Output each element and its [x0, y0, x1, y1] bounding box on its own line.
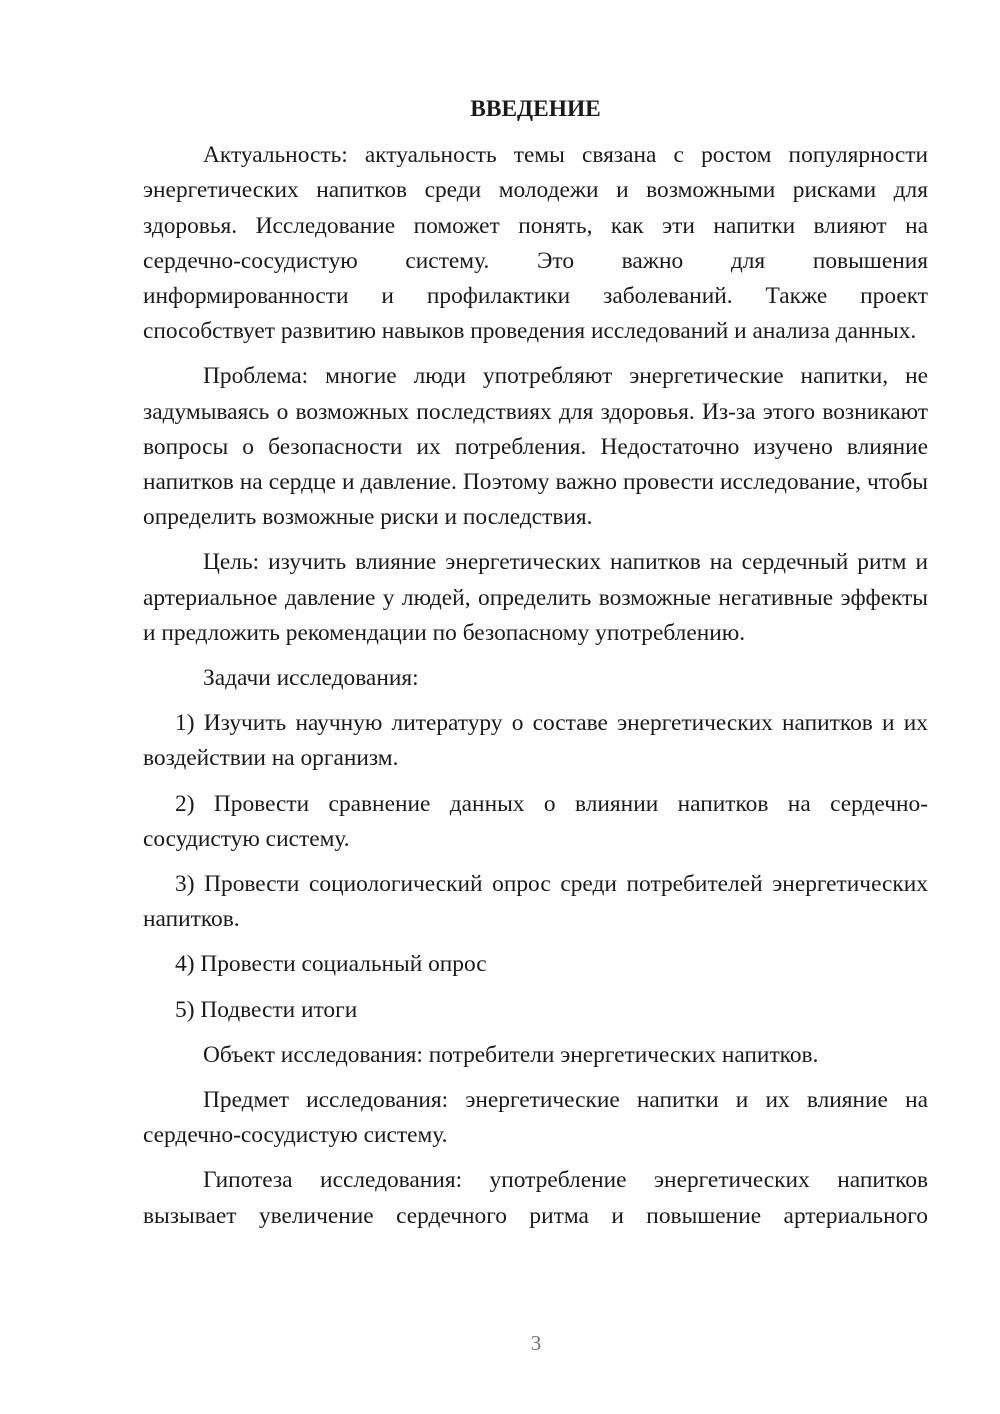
page-number: 3 [530, 1331, 542, 1355]
paragraph-subject: Предмет исследования: энергетические напитки и их влияние на сердечно-сосудистую систему. [143, 1087, 928, 1149]
task-item-5: 5) Подвести итоги [175, 996, 358, 1023]
paragraph-goal: Цель: изучить влияние энергетических напитков на сердечный ритм и артериальное давление у людей, определить возможные негативные эффекты и предложить рекомендации по безопасному употреблению. [143, 549, 928, 646]
task-item-2: 2) Провести сравнение данных о влиянии напитков на сердечно-сосудистую систему. [143, 790, 928, 852]
task-item-3: 3) Провести социологический опрос среди потребителей энергетических напитков. [143, 871, 928, 933]
paragraph-hypothesis: Гипотеза исследования: употребление энергетических напитков вызывает увеличение сердечного ритма и повышение артериального [143, 1167, 928, 1229]
page-body [143, 92, 928, 1244]
paragraph-tasks-heading: Задачи исследования: [203, 665, 419, 692]
paragraph-object: Объект исследования: потребители энергетических напитков. [203, 1041, 819, 1068]
paragraph-relevance: Актуальность: актуальность темы связана с ростом популярности энергетических напитков среди молодежи и возможными рисками для здоровья. Исследование поможет понять, как эти напитки влияют на сердечно-сосудистую систему. Это важно для повышения информированности и профилактики заболеваний. Также проект способствует развитию навыков проведения исследований и анализа данных. [143, 142, 928, 345]
task-item-1: 1) Изучить научную литературу о составе энергетических напитков и их воздействии на организм. [143, 710, 928, 772]
paragraph-problem: Проблема: многие люди употребляют энергетические напитки, не задумываясь о возможных последствиях для здоровья. Из-за этого возникают вопросы о безопасности их потребления. Недостаточно изучено влияние напитков на сердце и давление. Поэтому важно провести исследование, чтобы определить возможные риски и последствия. [143, 363, 928, 531]
section-heading: ВВЕДЕНИЕ [470, 96, 601, 122]
task-item-4: 4) Провести социальный опрос [175, 951, 487, 978]
